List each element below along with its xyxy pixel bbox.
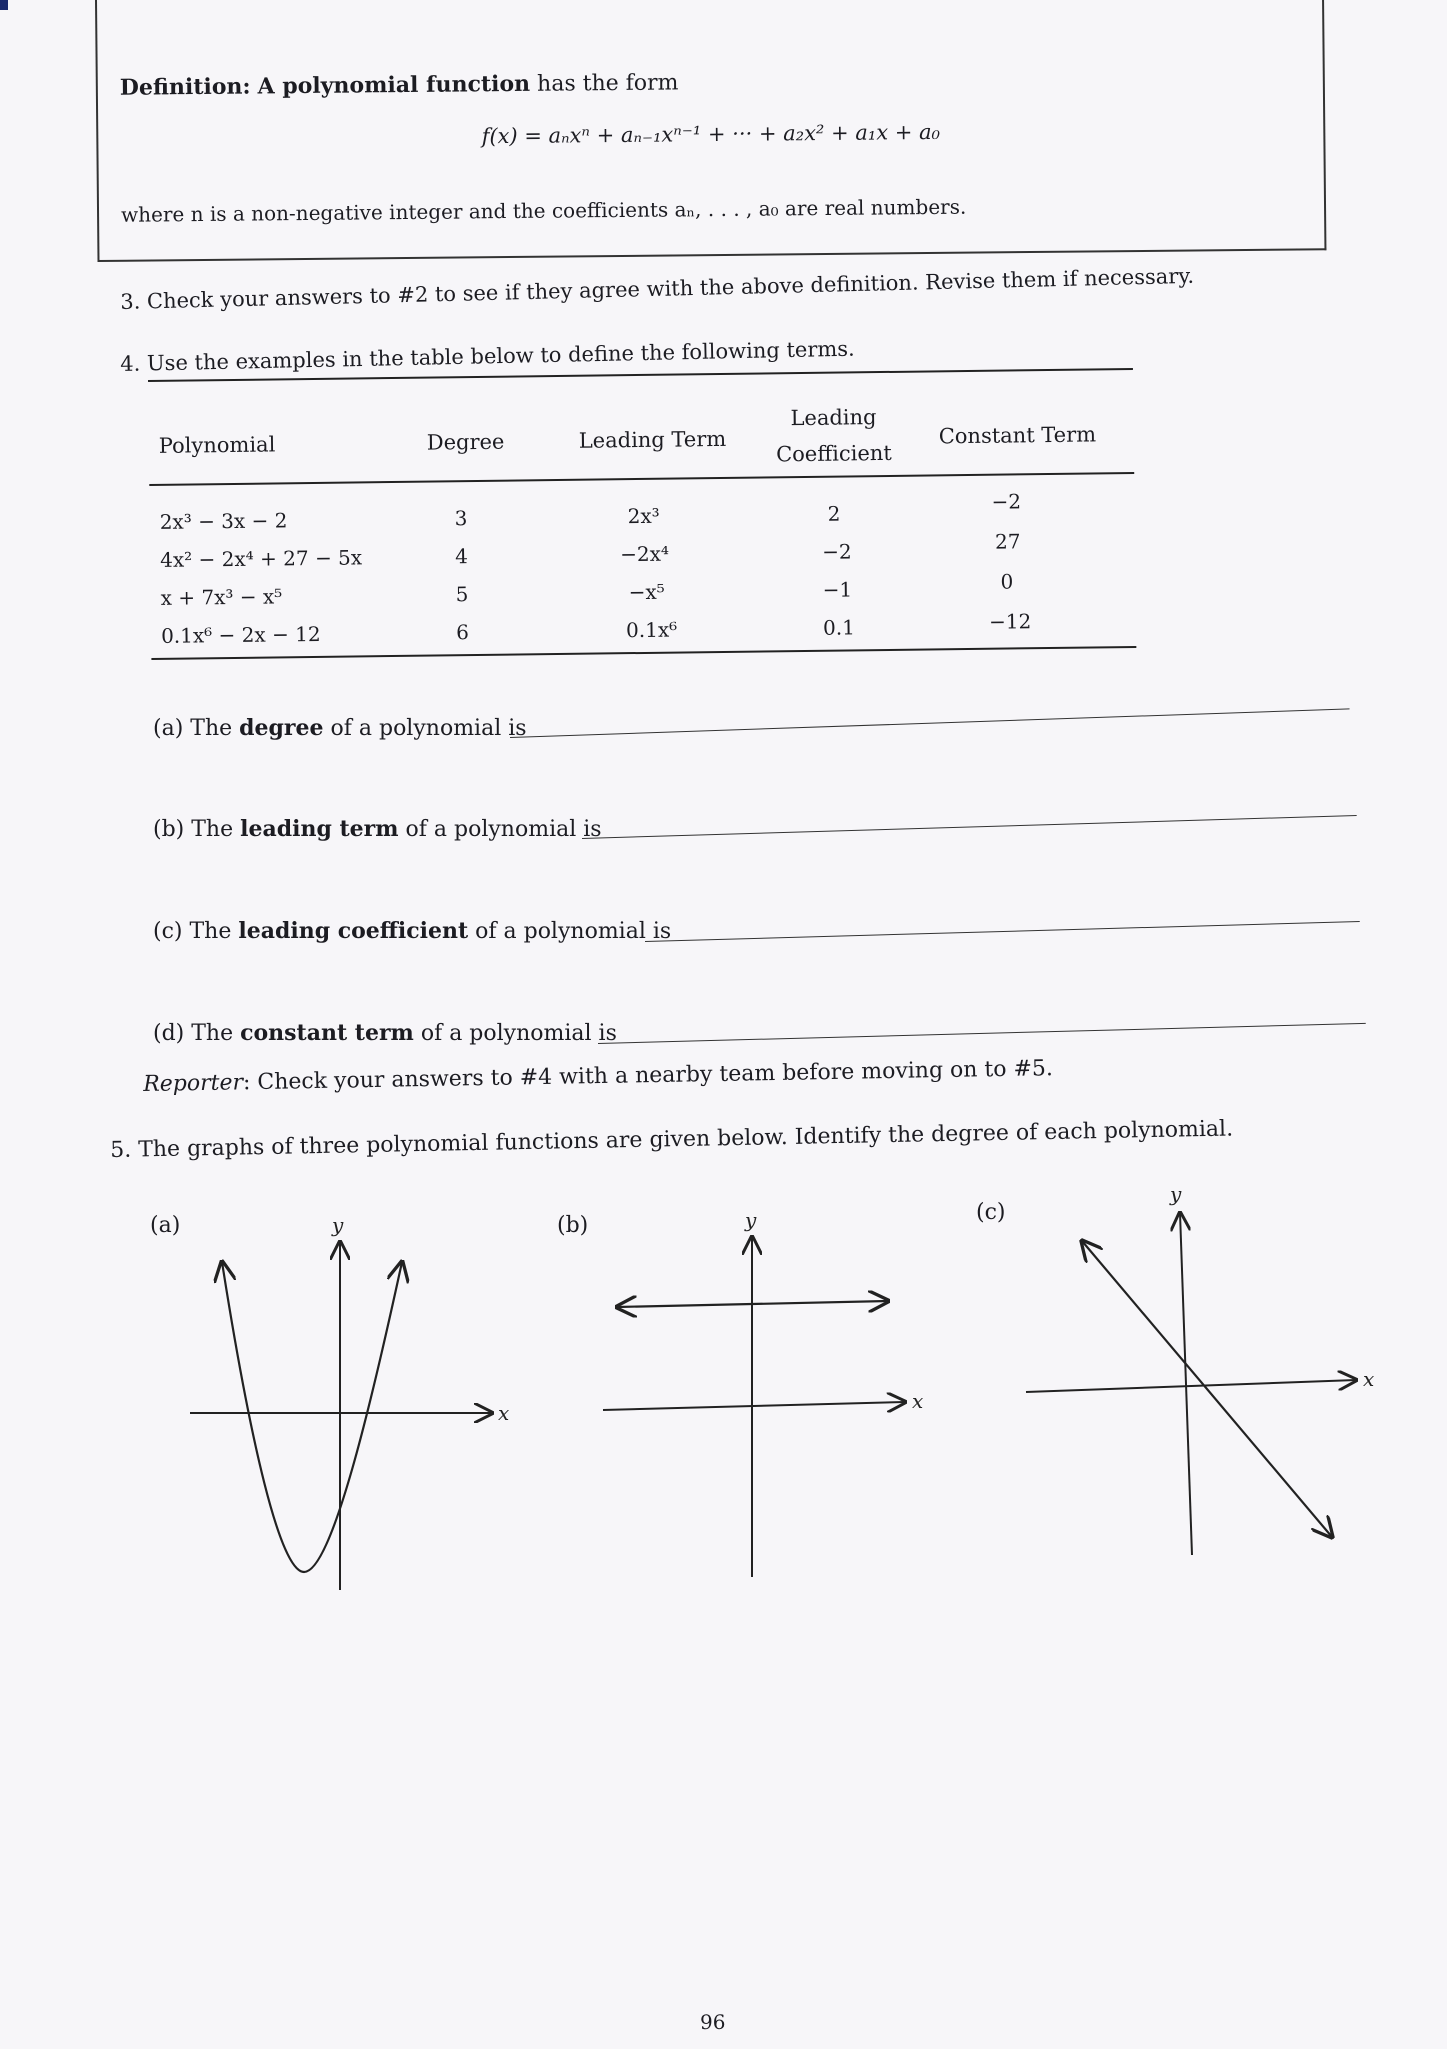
parabola-curve xyxy=(222,1262,402,1572)
cell-leading-coefficient: 0.1 xyxy=(822,615,856,640)
header-polynomial: Polynomial xyxy=(158,432,276,458)
y-axis-label: y xyxy=(745,1208,757,1232)
cell-leading-coefficient: −1 xyxy=(822,577,853,602)
part-b: (b) The leading term of a polynomial is xyxy=(153,816,602,842)
answer-line-b[interactable] xyxy=(582,815,1357,839)
definition-tail: has the form xyxy=(536,70,679,97)
reporter-note: Reporter: Check your answers to #4 with a nearby team before moving on to #5. xyxy=(143,1056,1054,1097)
y-axis xyxy=(1180,1213,1192,1555)
answer-line-c[interactable] xyxy=(645,921,1360,942)
cell-polynomial: x + 7x³ − x⁵ xyxy=(160,584,283,610)
header-degree: Degree xyxy=(426,429,505,455)
polynomial-table xyxy=(148,368,1136,660)
x-axis-label: x xyxy=(912,1389,924,1413)
cell-degree: 3 xyxy=(454,506,468,531)
part-a: (a) The degree of a polynomial is xyxy=(153,715,527,741)
question-3: 3. Check your answers to #2 to see if they agree with the above definition. Revise them if necessary. xyxy=(120,263,1195,314)
cell-degree: 6 xyxy=(455,620,469,645)
cell-leading-term: −2x⁴ xyxy=(620,541,670,567)
definition-term: A polynomial function xyxy=(257,70,531,100)
question-5: 5. The graphs of three polynomial functions are given below. Identify the degree of each polynomial. xyxy=(110,1116,1234,1163)
cell-degree: 4 xyxy=(455,544,469,569)
cell-constant-term: −2 xyxy=(991,489,1022,514)
y-axis-label: y xyxy=(1170,1182,1182,1206)
cell-polynomial: 2x³ − 3x − 2 xyxy=(159,508,288,534)
cell-degree: 5 xyxy=(455,582,469,607)
cell-constant-term: 0 xyxy=(1000,569,1014,594)
cell-leading-term: 0.1x⁶ xyxy=(625,617,678,643)
graph-b xyxy=(595,1208,935,1595)
question-4: 4. Use the examples in the table below to define the following terms. xyxy=(120,336,855,376)
x-axis-label: x xyxy=(1363,1367,1375,1391)
answer-line-d[interactable] xyxy=(598,1023,1366,1044)
page-number: 96 xyxy=(700,2010,726,2034)
header-constant-term: Constant Term xyxy=(938,422,1097,449)
cell-leading-coefficient: 2 xyxy=(827,501,841,526)
graph-a-label: (a) xyxy=(150,1213,181,1238)
graph-c-label: (c) xyxy=(976,1200,1006,1225)
definition-label: Definition: xyxy=(119,73,251,101)
graph-c xyxy=(1020,1182,1400,1565)
cell-leading-term: 2x³ xyxy=(627,503,660,529)
answer-line-a[interactable] xyxy=(510,708,1350,738)
cell-constant-term: 27 xyxy=(994,529,1021,554)
definition-box xyxy=(95,0,1326,262)
polynomial-formula: f(x) = aₙxⁿ + aₙ₋₁xⁿ⁻¹ + ··· + a₂x² + a₁x + a₀ xyxy=(481,119,941,149)
cell-polynomial: 0.1x⁶ − 2x − 12 xyxy=(160,621,321,648)
graph-b-label: (b) xyxy=(557,1213,589,1238)
x-axis-label: x xyxy=(498,1401,510,1425)
definition-where: where n is a non-negative integer and the coefficients aₙ, . . . , a₀ are real numbers. xyxy=(120,194,967,227)
cell-constant-term: −12 xyxy=(988,609,1032,634)
x-axis xyxy=(603,1402,905,1410)
cell-leading-coefficient: −2 xyxy=(822,539,852,564)
corner-mark xyxy=(0,0,8,10)
cell-leading-term: −x⁵ xyxy=(628,579,665,605)
part-c: (c) The leading coefficient of a polynomial is xyxy=(153,918,672,944)
header-leading-coefficient xyxy=(768,399,899,473)
header-leading-term: Leading Term xyxy=(578,426,727,453)
table-header-rule xyxy=(149,472,1134,486)
cell-polynomial: 4x² − 2x⁴ + 27 − 5x xyxy=(160,545,363,572)
header-leading-coefficient-line2: Coefficient xyxy=(775,440,892,467)
part-d: (d) The constant term of a polynomial is xyxy=(153,1020,617,1046)
table-bottom-rule xyxy=(151,646,1136,660)
graph-a xyxy=(180,1213,520,1600)
definition-title xyxy=(120,69,679,100)
x-axis xyxy=(1026,1380,1356,1392)
header-leading-coefficient-line1: Leading xyxy=(790,405,877,431)
y-axis-label: y xyxy=(332,1213,344,1237)
